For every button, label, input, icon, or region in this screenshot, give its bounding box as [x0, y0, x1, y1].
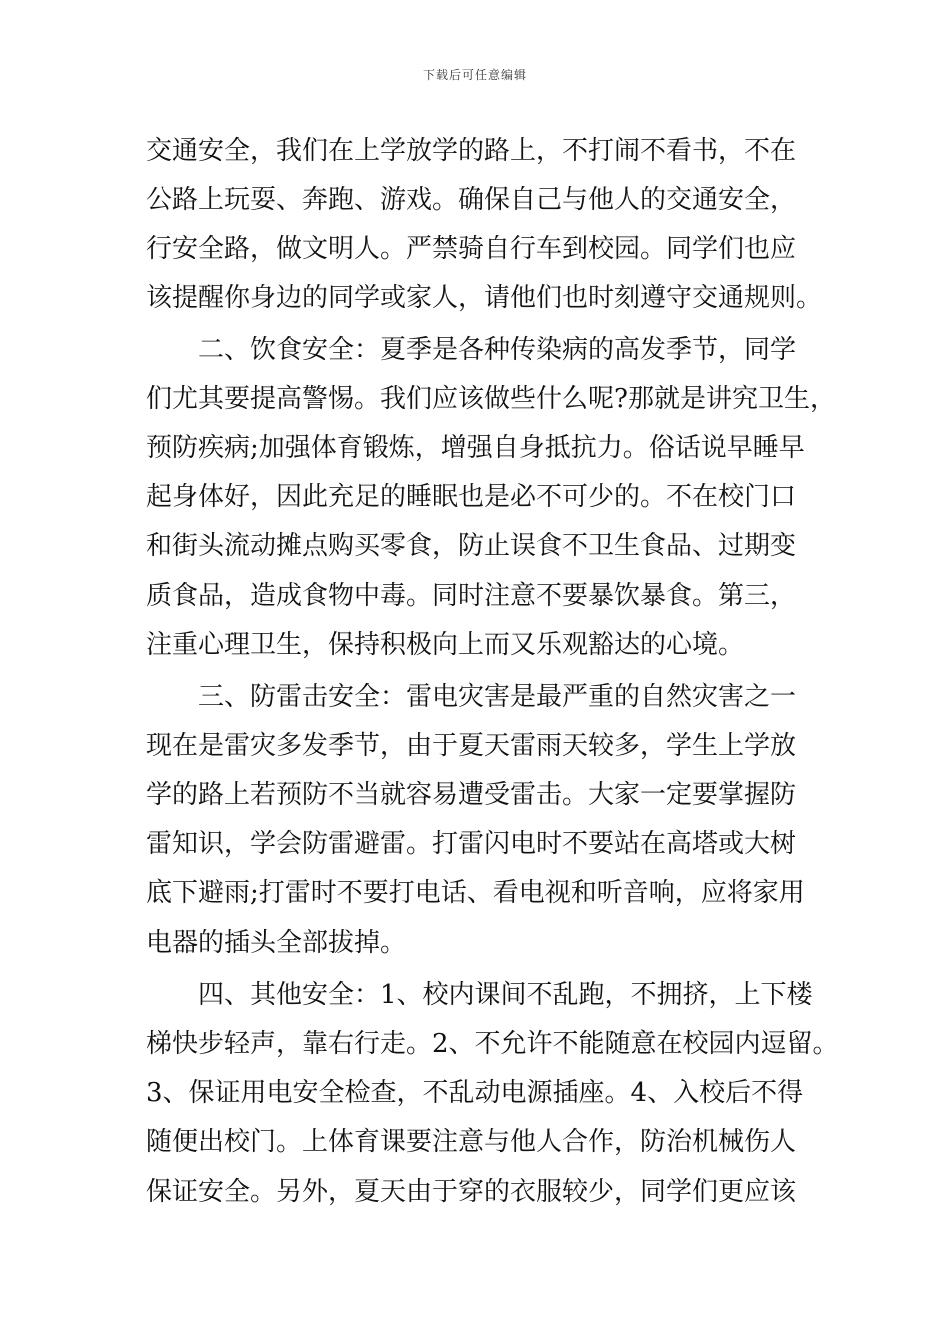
text-line: 预防疾病;加强体育锻炼，增强自身抵抗力。俗话说早睡早 [146, 433, 805, 463]
text-line: 三、防雷击安全：雷电灾害是最严重的自然灾害之一 [146, 682, 797, 712]
text-line: 二、饮食安全：夏季是各种传染病的高发季节，同学 [146, 335, 797, 365]
text-line: 四、其他安全：1、校内课间不乱跑，不拥挤，上下楼 [146, 980, 813, 1010]
text-line: 该提醒你身边的同学或家人，请他们也时刻遵守交通规则。 [146, 283, 823, 313]
text-line: 保证安全。另外，夏天由于穿的衣服较少，同学们更应该 [146, 1177, 797, 1207]
text-line: 注重心理卫生，保持积极向上而又乐观豁达的心境。 [146, 630, 745, 660]
text-line: 和街头流动摊点购买零食，防止误食不卫生食品、过期变 [146, 531, 797, 561]
text-line: 公路上玩耍、奔跑、游戏。确保自己与他人的交通安全， [146, 185, 797, 215]
text-line: 雷知识，学会防雷避雷。打雷闪电时不要站在高塔或大树 [146, 829, 797, 859]
text-line: 随便出校门。上体育课要注意与他人合作，防治机械伤人 [146, 1127, 797, 1157]
text-line: 行安全路，做文明人。严禁骑自行车到校园。同学们也应 [146, 234, 797, 264]
text-line: 交通安全，我们在上学放学的路上，不打闹不看书，不在 [146, 136, 797, 166]
text-line: 现在是雷灾多发季节，由于夏天雷雨天较多，学生上学放 [146, 731, 797, 761]
text-line: 底下避雨;打雷时不要打电话、看电视和听音响，应将家用 [146, 878, 805, 908]
text-line: 们尤其要提高警惕。我们应该做些什么呢?那就是讲究卫生， [146, 384, 836, 414]
text-line: 质食品，造成食物中毒。同时注意不要暴饮暴食。第三， [146, 581, 797, 611]
text-line: 起身体好，因此充足的睡眠也是必不可少的。不在校门口 [146, 482, 797, 512]
text-line: 梯快步轻声，靠右行走。2、不允许不能随意在校园内逗留。 [146, 1029, 839, 1059]
text-line: 电器的插头全部拔掉。 [146, 928, 407, 958]
text-line: 学的路上若预防不当就容易遭受雷击。大家一定要掌握防 [146, 780, 797, 810]
text-line: 3、保证用电安全检查，不乱动电源插座。4、入校后不得 [146, 1078, 804, 1108]
page-header: 下载后可任意编辑 [422, 68, 527, 82]
